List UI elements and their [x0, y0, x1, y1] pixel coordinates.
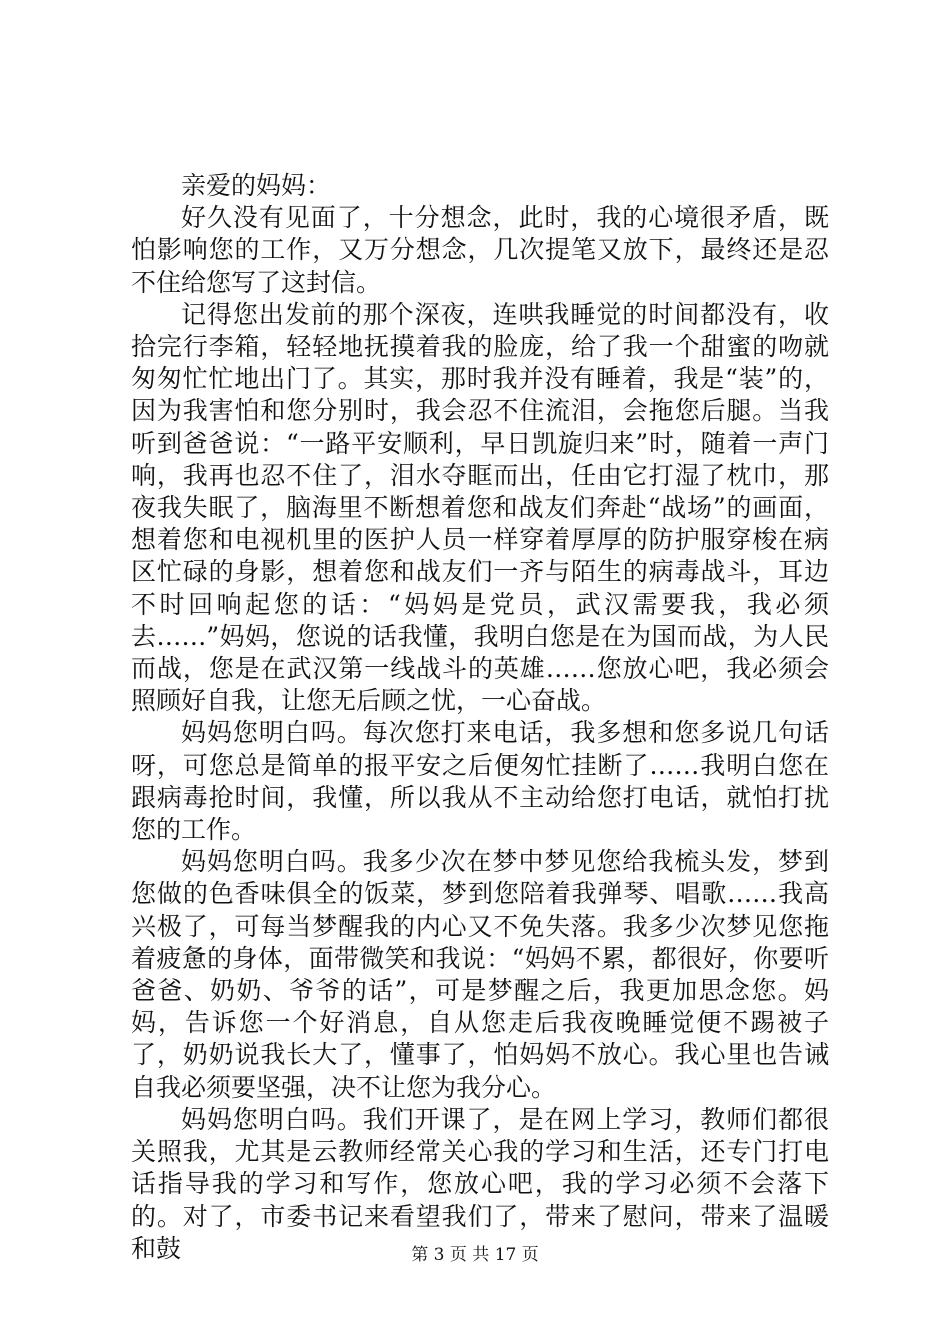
paragraph: 好久没有见面了，十分想念，此时，我的心境很矛盾，既怕影响您的工作，又万分想念，几次提笔又放下，最终还是忍不住给您写了这封信。 [131, 203, 829, 297]
salutation: 亲爱的妈妈： [181, 171, 332, 200]
paragraph: 妈妈您明白吗。我多少次在梦中梦见您给我梳头发，梦到您做的色香味俱全的饭菜，梦到您陪着我弹琴、唱歌……我高兴极了，可每当梦醒我的内心又不免失落。我多少次梦见您拖着疲惫的身体，面带微笑和我说：“妈妈不累，都很好，你要听爸爸、奶奶、爷爷的话”，可是梦醒之后，我更加思念您。妈妈，告诉您一个好消息，自从您走后我夜晚睡觉便不踢被子了，奶奶说我长大了，懂事了，怕妈妈不放心。我心里也告诫自我必须要坚强，决不让您为我分心。 [131, 847, 829, 1102]
paragraph: 妈妈您明白吗。我们开课了，是在网上学习，教师们都很关照我，尤其是云教师经常关心我的学习和生活，还专门打电话指导我的学习和写作，您放心吧，我的学习必须不会落下的。对了，市委书记来看望我们了，带来了慰问，带来了温暖和鼓 [131, 1104, 829, 1263]
page-footer: 第 3 页 共 17 页 [411, 1245, 539, 1265]
paragraph: 妈妈您明白吗。每次您打来电话，我多想和您多说几句话呀，可您总是简单的报平安之后便匆忙挂断了……我明白您在跟病毒抢时间，我懂，所以我从不主动给您打电话，就怕打扰您的工作。 [131, 718, 829, 845]
letter-body [131, 170, 829, 1265]
paragraph: 记得您出发前的那个深夜，连哄我睡觉的时间都没有，收拾完行李箱，轻轻地抚摸着我的脸庞，给了我一个甜蜜的吻就匆匆忙忙地出门了。其实，那时我并没有睡着，我是“装”的，因为我害怕和您分别时，我会忍不住流泪，会拖您后腿。当我听到爸爸说：“一路平安顺利，早日凯旋归来”时，随着一声门响，我再也忍不住了，泪水夺眶而出，任由它打湿了枕巾，那夜我失眠了，脑海里不断想着您和战友们奔赴“战场”的画面，想着您和电视机里的医护人员一样穿着厚厚的防护服穿梭在病区忙碌的身影，想着您和战友们一齐与陌生的病毒战斗，耳边不时回响起您的话：“妈妈是党员，武汉需要我，我必须去……”妈妈，您说的话我懂，我明白您是在为国而战，为人民而战，您是在武汉第一线战斗的英雄……您放心吧，我必须会照顾好自我，让您无后顾之忧，一心奋战。 [131, 299, 829, 716]
